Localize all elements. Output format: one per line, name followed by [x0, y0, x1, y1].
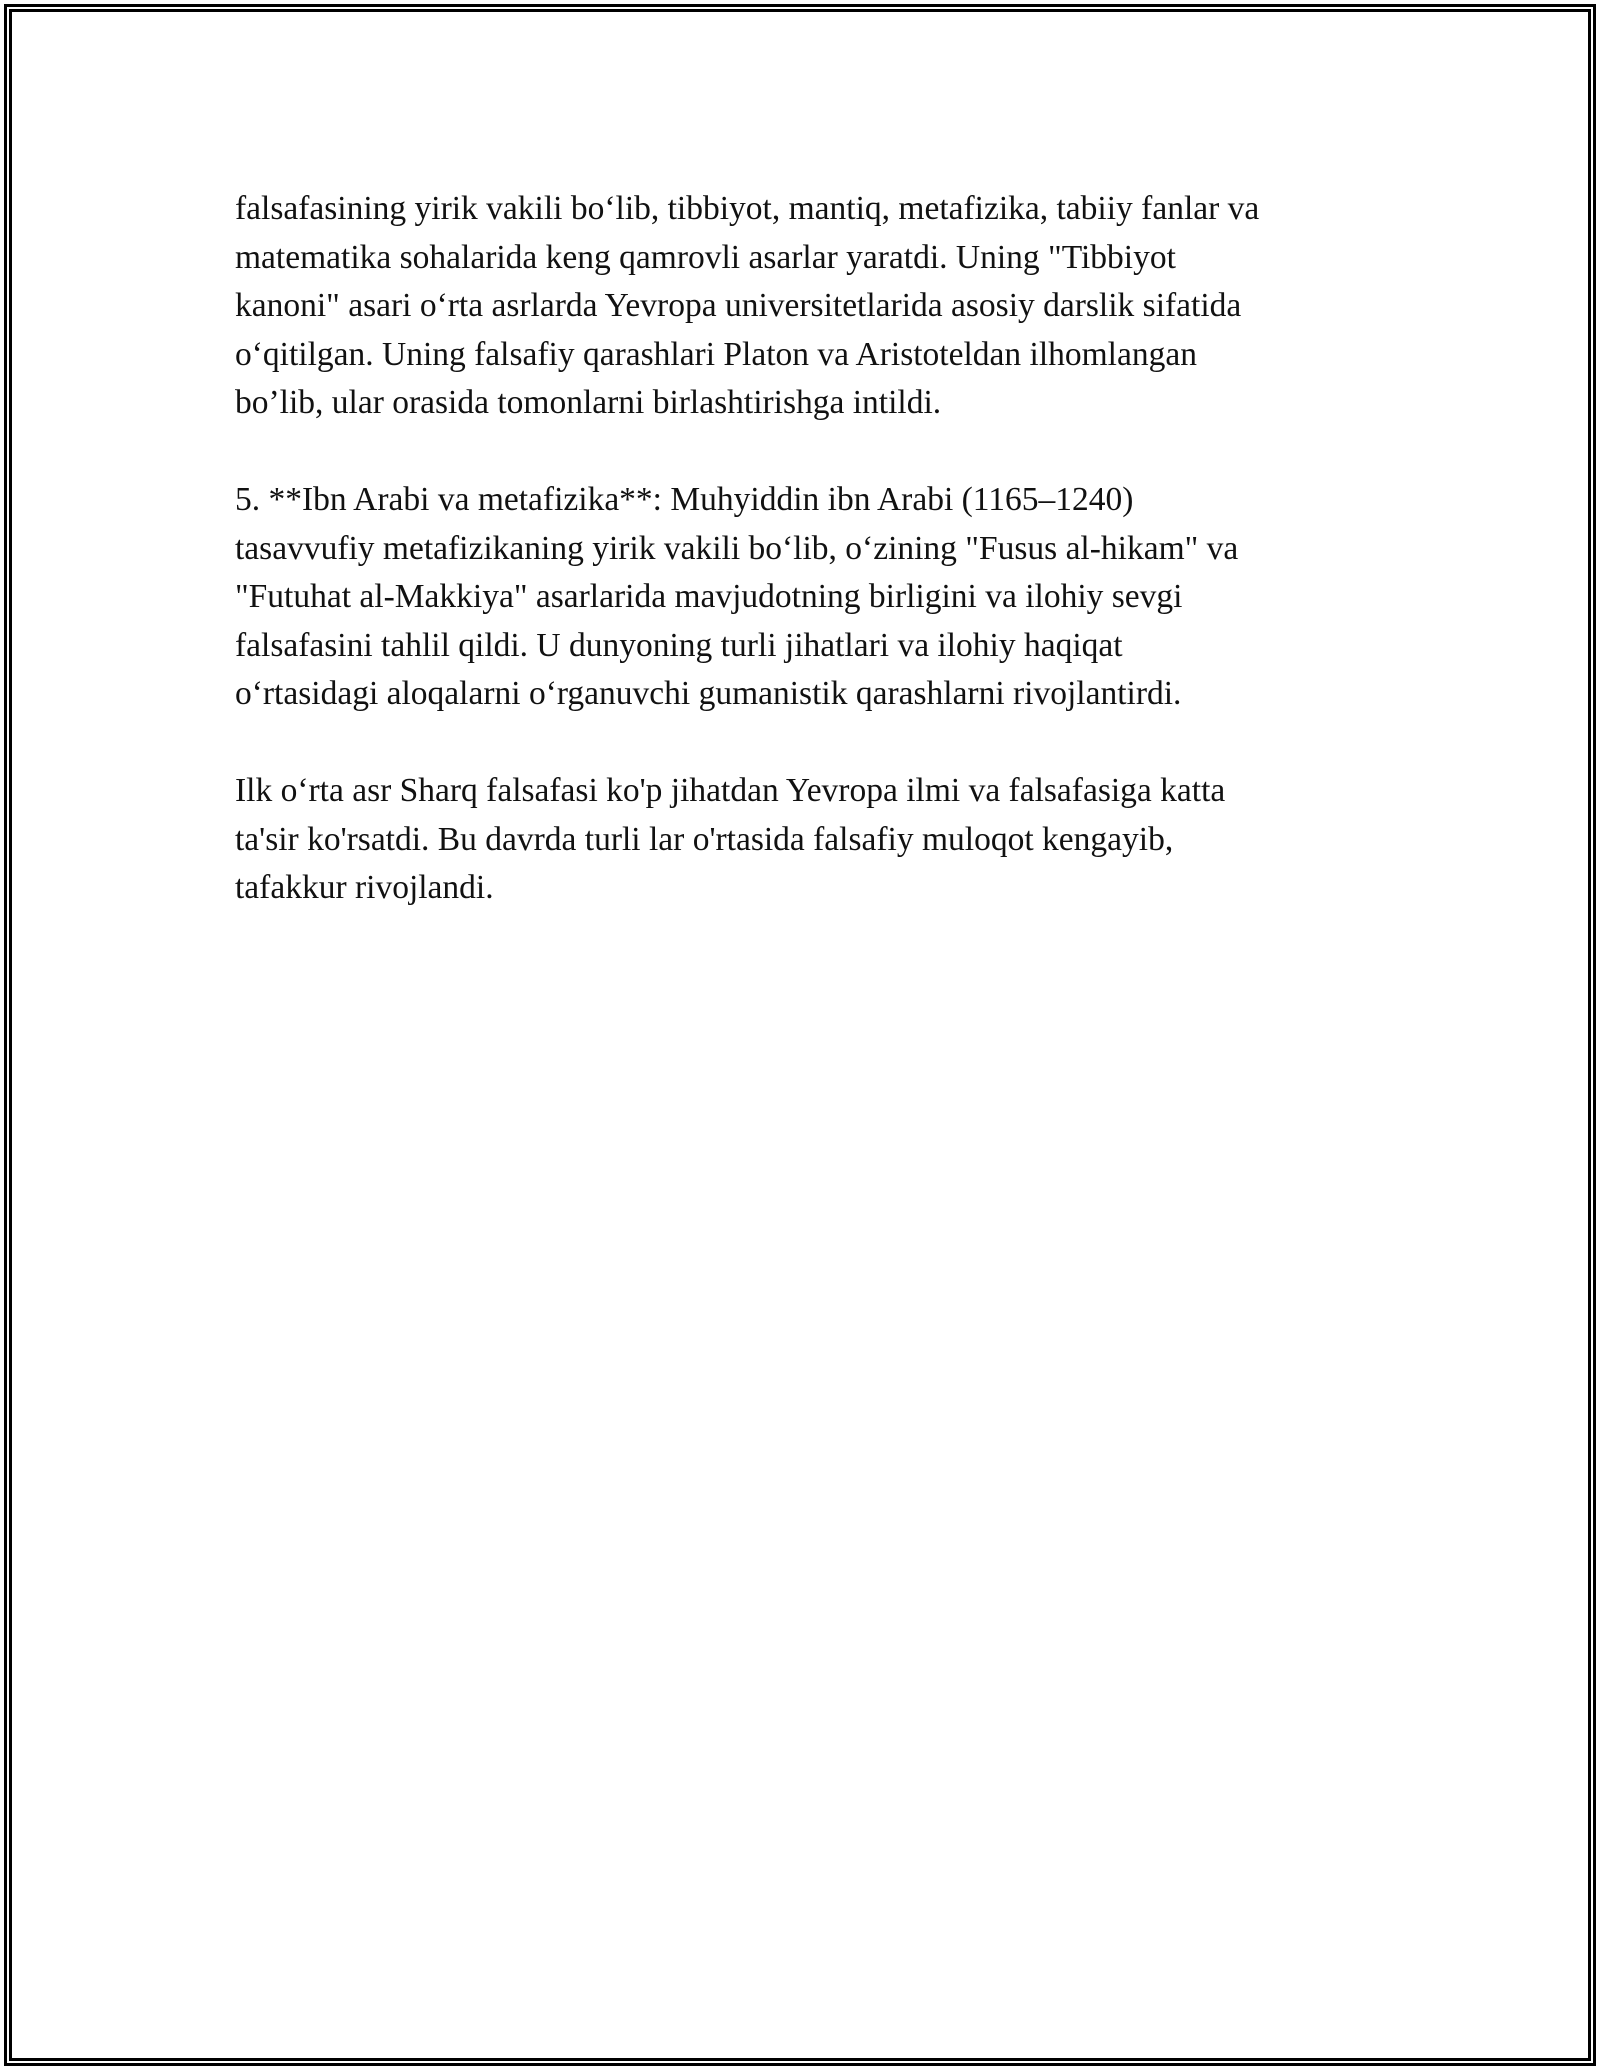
text-line: tafakkur rivojlandi.	[235, 869, 494, 906]
text-line: o‘rtasidagi aloqalarni o‘rganuvchi gumanistik qarashlarni rivojlantirdi.	[235, 675, 1182, 712]
text-line: bo’lib, ular orasida tomonlarni birlashtirishga intildi.	[235, 384, 942, 421]
document-body	[235, 185, 1385, 961]
text-line: falsafasini tahlil qildi. U dunyoning turli jihatlari va ilohiy haqiqat	[235, 626, 1123, 664]
text-line: kanoni" asari o‘rta asrlarda Yevropa universitetlarida asosiy darslik sifatida	[235, 287, 1242, 324]
text-line: o‘qitilgan. Uning falsafiy qarashlari Platon va Aristoteldan ilhomlangan	[235, 335, 1197, 373]
text-line: "Futuhat al-Makkiya" asarlarida mavjudotning birligini va ilohiy sevgi	[235, 578, 1183, 615]
text-line: falsafasining yirik vakili bo‘lib, tibbiyot, mantiq, metafizika, tabiiy fanlar va	[235, 190, 1260, 227]
paragraph-conclusion	[235, 767, 1385, 913]
text-line: ta'sir ko'rsatdi. Bu davrda turli lar o'rtasida falsafiy muloqot kengayib,	[235, 820, 1174, 858]
text-line: tasavvufiy metafizikaning yirik vakili bo‘lib, o‘zining "Fusus al-hikam" va	[235, 529, 1239, 567]
text-line: matematika sohalarida keng qamrovli asarlar yaratdi. Uning "Tibbiyot	[235, 238, 1176, 276]
text-line: Ilk o‘rta asr Sharq falsafasi ko'p jihatdan Yevropa ilmi va falsafasiga katta	[235, 772, 1226, 809]
paragraph-ibn-arabi	[235, 476, 1385, 719]
paragraph-ibn-sino-continued	[235, 185, 1385, 428]
text-line: 5. **Ibn Arabi va metafizika**: Muhyiddin ibn Arabi (1165–1240)	[235, 481, 1134, 518]
